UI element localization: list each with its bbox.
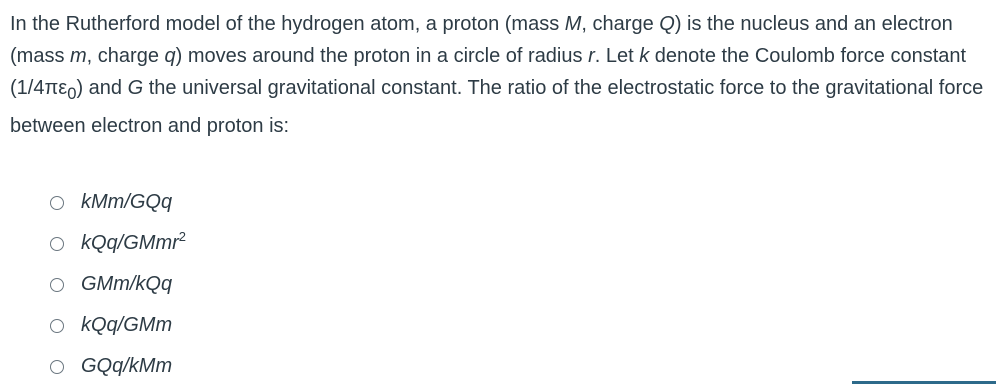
epsilon-subscript: 0 xyxy=(67,84,77,103)
question-segment: . Let xyxy=(594,45,640,67)
answer-option-2[interactable] xyxy=(50,223,186,264)
question-segment: ) moves around the proton in a circle of radius xyxy=(175,45,589,67)
answer-label: kMm/GQq xyxy=(81,191,173,213)
variable-k: k xyxy=(639,45,650,67)
answer-list xyxy=(50,182,186,387)
question-segment: denote the Coulomb force constant (1/4πε xyxy=(10,45,967,99)
variable-q: q xyxy=(164,45,176,67)
question-segment: ) is the nucleus and an electron (mass xyxy=(10,13,953,67)
variable-G: G xyxy=(127,77,144,99)
question-segment: In the Rutherford model of the hydrogen atom, a proton (mass xyxy=(10,13,565,35)
question-segment: ) and xyxy=(76,77,128,99)
answer-option-1[interactable] xyxy=(50,182,186,223)
answer-exponent: 2 xyxy=(178,229,187,244)
variable-Q: Q xyxy=(659,13,675,35)
answer-option-4[interactable] xyxy=(50,305,186,346)
question-segment: the universal gravitational constant. The ratio of the electrostatic force to the gravitational force between electron and proton is: xyxy=(10,77,984,137)
question-segment: , charge xyxy=(581,13,660,35)
answer-label: kQq/GMmr xyxy=(81,232,179,254)
radio-button-icon[interactable] xyxy=(50,237,64,251)
answer-option-3[interactable] xyxy=(50,264,186,305)
answer-label: GMm/kQq xyxy=(81,273,173,295)
answer-option-5[interactable] xyxy=(50,346,186,387)
answer-label-wrapper xyxy=(81,229,187,255)
radio-button-icon[interactable] xyxy=(50,360,64,374)
radio-button-icon[interactable] xyxy=(50,278,64,292)
variable-r: r xyxy=(588,45,595,67)
variable-m: m xyxy=(70,45,87,67)
question-segment: , charge xyxy=(86,45,165,67)
question-text xyxy=(10,8,985,142)
variable-M: M xyxy=(564,13,582,35)
radio-button-icon[interactable] xyxy=(50,319,64,333)
radio-button-icon[interactable] xyxy=(50,196,64,210)
answer-label: kQq/GMm xyxy=(81,314,173,336)
answer-label: GQq/kMm xyxy=(81,355,173,377)
